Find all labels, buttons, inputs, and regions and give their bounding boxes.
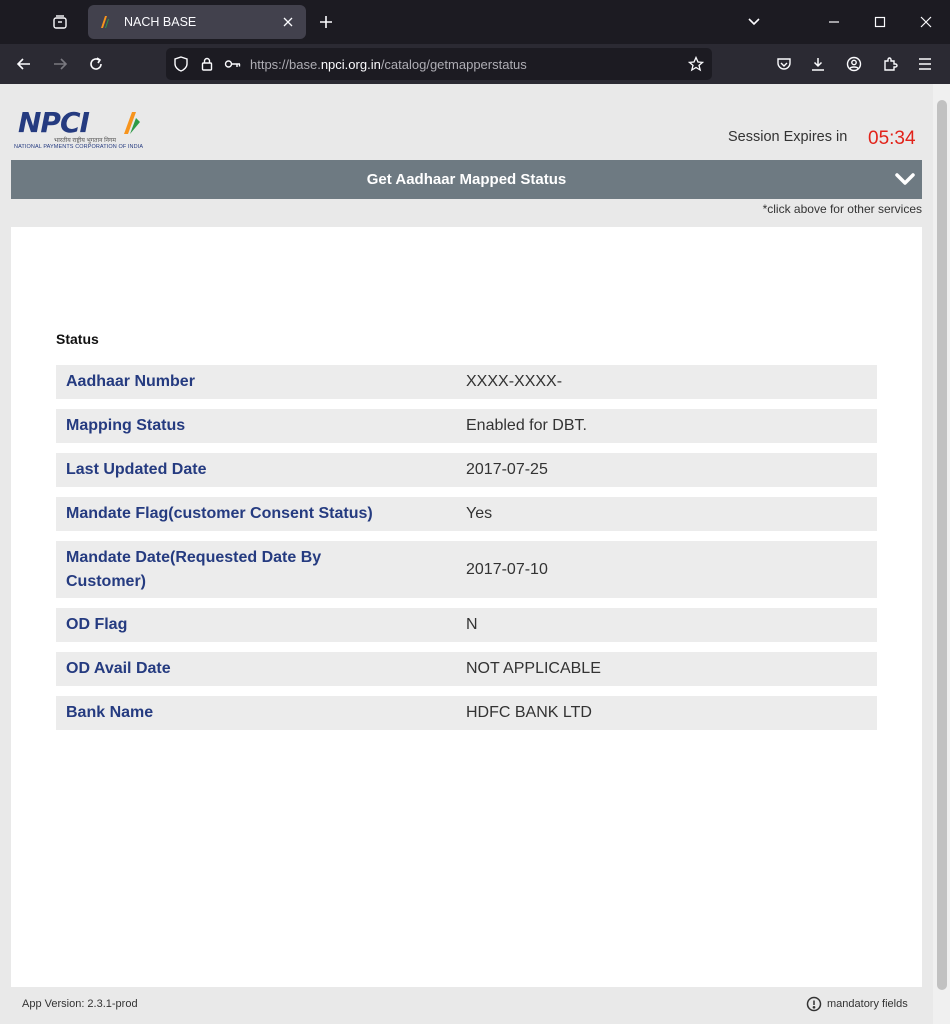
status-table <box>56 365 877 740</box>
row-label: Aadhaar Number <box>66 373 195 390</box>
bookmark-star-icon[interactable] <box>684 52 708 76</box>
row-value: XXXX-XXXX- <box>466 373 563 390</box>
row-label: Last Updated Date <box>66 461 207 478</box>
tab-title: NACH BASE <box>124 15 197 29</box>
row-value: Yes <box>466 505 493 522</box>
page-scrollbar[interactable] <box>933 84 950 1024</box>
npci-logo[interactable] <box>14 106 144 150</box>
status-panel <box>11 227 922 987</box>
firefox-view-icon[interactable] <box>48 10 72 34</box>
table-row <box>56 608 877 642</box>
extensions-puzzle-icon[interactable] <box>878 52 902 76</box>
padlock-icon[interactable] <box>196 53 218 75</box>
url-text[interactable] <box>250 57 684 72</box>
url-bar[interactable] <box>166 48 712 80</box>
row-value: 2017-07-10 <box>466 560 548 578</box>
table-row <box>56 453 877 487</box>
row-label: Mandate Flag(customer Consent Status) <box>66 505 373 522</box>
status-heading: Status <box>56 331 99 347</box>
row-label: OD Flag <box>66 616 128 633</box>
chevron-down-icon[interactable] <box>894 168 916 190</box>
browser-nav-toolbar <box>0 44 950 84</box>
app-version: App Version: 2.3.1-prod <box>22 998 138 1010</box>
mandatory-fields-label: mandatory fields <box>827 998 908 1010</box>
logo-tagline: भारतीय राष्ट्रीय भुगतान निगम <box>54 138 116 144</box>
scrollbar-thumb[interactable] <box>937 100 947 990</box>
table-row <box>56 409 877 443</box>
key-permission-icon[interactable] <box>222 53 244 75</box>
npci-favicon-icon <box>98 15 112 29</box>
url-path: /catalog/getmapperstatus <box>380 56 527 72</box>
row-value: NOT APPLICABLE <box>466 660 601 677</box>
pocket-icon[interactable] <box>772 52 796 76</box>
table-row <box>56 541 877 598</box>
table-row <box>56 696 877 730</box>
table-row <box>56 497 877 531</box>
url-prefix: https://base. <box>250 56 321 72</box>
row-label: OD Avail Date <box>66 660 171 677</box>
tab-close-icon[interactable] <box>276 10 300 34</box>
forward-arrow-icon[interactable] <box>48 52 72 76</box>
list-all-tabs-chevron-icon[interactable] <box>742 10 766 34</box>
url-host: npci.org.in <box>320 56 381 72</box>
exclamation-circle-icon <box>806 996 822 1012</box>
page-viewport <box>0 84 950 1024</box>
service-title: Get Aadhaar Mapped Status <box>366 171 567 188</box>
service-hint: *click above for other services <box>762 202 922 216</box>
minimize-window-icon[interactable] <box>820 8 848 36</box>
logo-arrow-icon <box>120 110 142 136</box>
session-timer: 05:34 <box>868 128 916 149</box>
downloads-icon[interactable] <box>806 52 830 76</box>
row-label: Mandate Date(Requested Date By Customer) <box>66 548 322 590</box>
session-expiry-label: Session Expires in <box>728 129 848 145</box>
row-value: 2017-07-25 <box>466 461 548 478</box>
reload-icon[interactable] <box>84 52 108 76</box>
logo-org-name: NATIONAL PAYMENTS CORPORATION OF INDIA <box>14 144 144 150</box>
browser-tab-bar <box>0 0 950 44</box>
table-row <box>56 365 877 399</box>
close-window-icon[interactable] <box>912 8 940 36</box>
table-row <box>56 652 877 686</box>
row-value: HDFC BANK LTD <box>466 704 592 721</box>
hamburger-menu-icon[interactable] <box>913 52 937 76</box>
row-label: Bank Name <box>66 704 154 721</box>
browser-tab-active[interactable] <box>88 5 306 39</box>
logo-wordmark: NPCI <box>18 106 89 139</box>
row-value: Enabled for DBT. <box>466 417 587 434</box>
back-arrow-icon[interactable] <box>12 52 36 76</box>
account-icon[interactable] <box>842 52 866 76</box>
row-value: N <box>466 616 478 633</box>
tracking-shield-icon[interactable] <box>170 53 192 75</box>
maximize-window-icon[interactable] <box>866 8 894 36</box>
mandatory-fields-note <box>806 996 908 1012</box>
service-selector-bar[interactable] <box>11 160 922 199</box>
new-tab-plus-icon[interactable] <box>314 10 338 34</box>
row-label: Mapping Status <box>66 417 186 434</box>
